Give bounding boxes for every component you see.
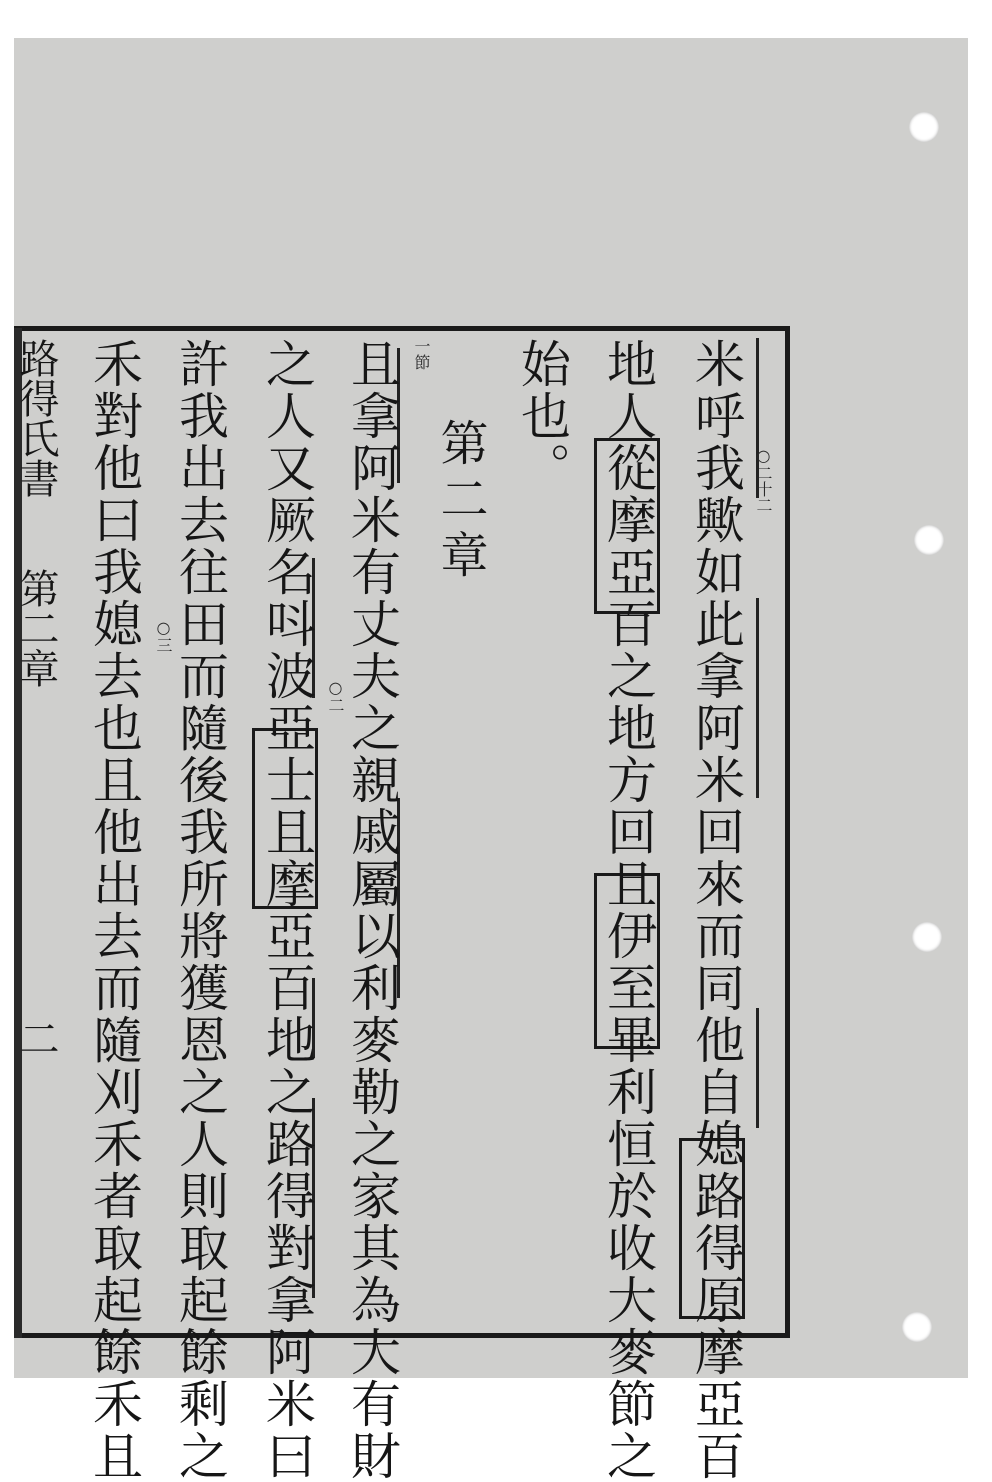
- text-column-5: 之人又厥名呌波亞士且摩亞百地之路得對拿阿米曰: [258, 338, 316, 1482]
- verse-note-2: ○二: [326, 678, 345, 713]
- margin-chapter: 第二章: [13, 568, 59, 688]
- text-column-2: 地人從摩亞百之地方回且伊至畢利恒於收大麥節之: [599, 338, 657, 1482]
- section-note: 一節: [412, 338, 431, 370]
- binding-hole: [902, 1312, 932, 1342]
- verse-note-3: ○三: [154, 618, 173, 653]
- proper-name-line: [756, 598, 759, 798]
- verse-note-22: ○二十二: [754, 446, 773, 513]
- text-column-4: 且拿阿米有丈夫之親戚屬以利麥勒之家其為大有財: [343, 338, 401, 1482]
- text-column-3: 始也。: [513, 338, 571, 494]
- margin-book-title: 路得氏書: [13, 338, 59, 498]
- binding-hole: [909, 112, 939, 142]
- binding-hole: [914, 525, 944, 555]
- text-column-6: 許我出去往田而隨後我所將獲恩之人則取起餘剩之: [171, 338, 229, 1482]
- margin-leaf-number: 二: [13, 1018, 59, 1058]
- text-column-1: 米呼我歟如此拿阿米回來而同他自媳路得原摩亞百: [687, 338, 745, 1482]
- scanned-page: [13, 38, 968, 1482]
- text-column-7: 禾對他曰我媳去也且他出去而隨刈禾者取起餘禾且: [85, 338, 143, 1482]
- proper-name-line: [756, 1008, 759, 1128]
- binding-hole: [912, 922, 942, 952]
- chapter-title: 第二章: [432, 418, 488, 586]
